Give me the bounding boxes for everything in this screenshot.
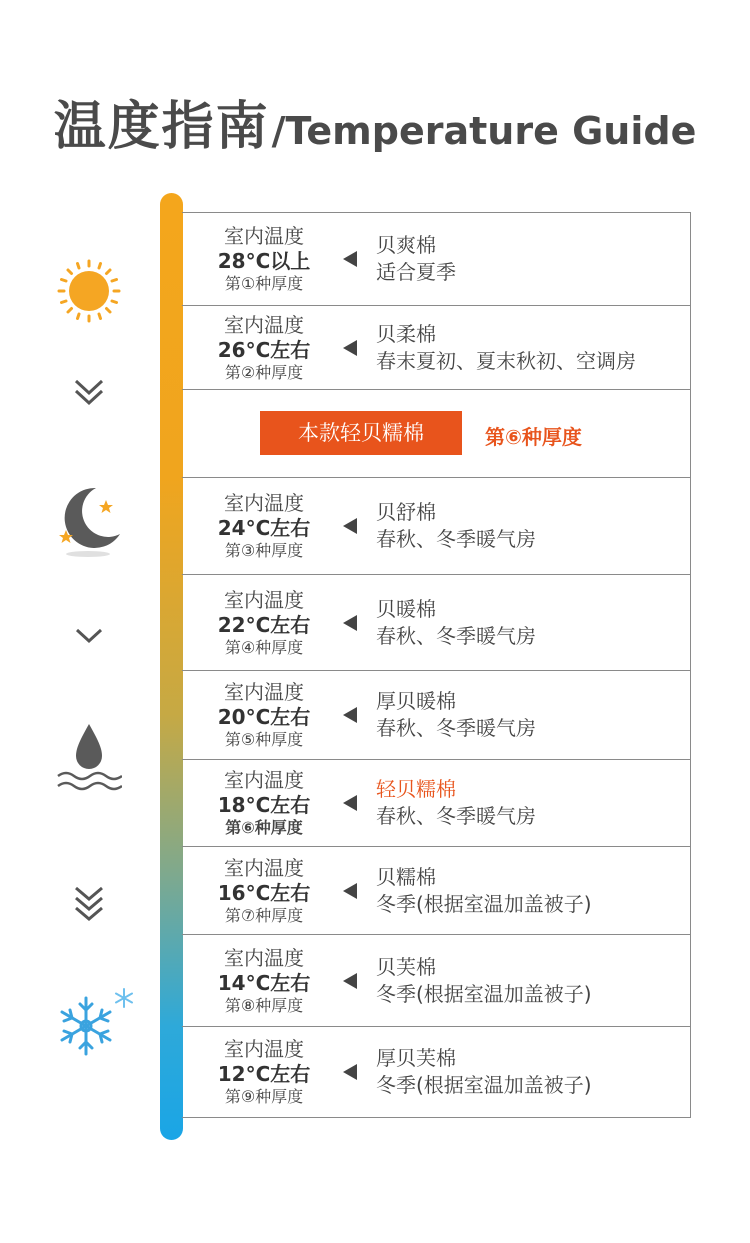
temp-value: 18°C左右 xyxy=(217,793,311,817)
thickness-level: 第⑤种厚度 xyxy=(224,730,304,749)
product-name: 贝爽棉 xyxy=(376,233,436,257)
temp-label: 室内温度 xyxy=(224,312,304,337)
temperature-cell xyxy=(182,768,346,838)
temp-value: 20°C左右 xyxy=(217,705,311,729)
temp-label: 室内温度 xyxy=(224,491,304,515)
product-cell xyxy=(376,1045,592,1099)
this-product-badge: 本款轻贝糯棉 xyxy=(260,411,462,455)
thickness-level: 第④种厚度 xyxy=(224,637,304,657)
product-cell xyxy=(376,232,456,286)
temperature-cell xyxy=(182,313,346,383)
thickness-level: 第⑧种厚度 xyxy=(224,995,304,1015)
product-usage: 春秋、冬季暖气房 xyxy=(376,716,536,740)
temperature-cell xyxy=(182,946,346,1016)
temp-value: 24°C左右 xyxy=(217,516,311,540)
moon-stars-icon xyxy=(52,482,126,562)
title-en: /Temperature Guide xyxy=(271,109,697,153)
product-usage: 春秋、冬季暖气房 xyxy=(376,527,536,551)
water-drop-icon xyxy=(56,720,122,794)
product-cell xyxy=(376,596,536,650)
feature-row xyxy=(182,389,690,477)
product-name: 贝柔棉 xyxy=(376,321,436,346)
temperature-table xyxy=(182,212,691,1118)
product-cell xyxy=(376,499,536,553)
product-name: 贝糯棉 xyxy=(376,864,436,889)
product-name: 厚贝暖棉 xyxy=(376,689,456,713)
thickness-level: 第②种厚度 xyxy=(224,362,304,382)
pointer-arrow-icon xyxy=(343,707,357,723)
temperature-gradient-bar xyxy=(160,193,183,1140)
pointer-arrow-icon xyxy=(343,883,357,899)
table-row xyxy=(182,670,690,759)
chevron-down-icon xyxy=(74,626,104,646)
temp-value: 22°C左右 xyxy=(217,612,311,637)
temperature-cell xyxy=(182,224,346,294)
temperature-cell xyxy=(182,491,346,561)
table-row xyxy=(182,1026,690,1117)
table-row xyxy=(182,574,690,670)
temp-value: 28°C以上 xyxy=(217,249,311,273)
product-cell xyxy=(376,688,536,742)
product-name: 贝芙棉 xyxy=(376,954,436,979)
table-row xyxy=(182,213,690,305)
sun-icon xyxy=(56,258,122,324)
temperature-cell xyxy=(182,1037,346,1107)
thickness-level: 第⑨种厚度 xyxy=(224,1087,304,1106)
temp-value: 14°C左右 xyxy=(217,970,311,995)
table-row xyxy=(182,759,690,846)
table-row xyxy=(182,846,690,934)
thickness-level: 第③种厚度 xyxy=(224,541,304,560)
product-usage: 冬季(根据室温加盖被子) xyxy=(376,891,592,916)
pointer-arrow-icon xyxy=(343,251,357,267)
product-usage: 春秋、冬季暖气房 xyxy=(376,804,536,828)
temperature-cell xyxy=(182,588,346,658)
product-cell xyxy=(376,776,536,830)
temp-label: 室内温度 xyxy=(224,680,304,704)
product-usage: 冬季(根据室温加盖被子) xyxy=(376,981,592,1006)
title-zh: 温度指南 xyxy=(53,97,270,157)
product-name: 轻贝糯棉 xyxy=(376,777,456,801)
pointer-arrow-icon xyxy=(343,518,357,534)
page-title xyxy=(0,84,750,159)
product-cell xyxy=(376,864,592,918)
temp-value: 26°C左右 xyxy=(217,337,311,362)
temperature-cell xyxy=(182,856,346,926)
double-chevron-down-icon xyxy=(72,884,106,926)
snowflake-icon xyxy=(54,986,138,1058)
product-usage: 春末夏初、夏末秋初、空调房 xyxy=(376,348,636,373)
product-cell xyxy=(376,321,636,375)
temp-label: 室内温度 xyxy=(224,587,304,612)
temp-value: 12°C左右 xyxy=(217,1062,311,1086)
temp-label: 室内温度 xyxy=(224,224,304,248)
temp-label: 室内温度 xyxy=(224,855,304,880)
thickness-level: 第⑦种厚度 xyxy=(224,905,304,925)
table-row xyxy=(182,477,690,574)
temp-label: 室内温度 xyxy=(224,768,304,792)
thickness-level: 第①种厚度 xyxy=(224,274,304,293)
product-name: 厚贝芙棉 xyxy=(376,1046,456,1070)
temp-label: 室内温度 xyxy=(224,1037,304,1061)
product-usage: 春秋、冬季暖气房 xyxy=(376,623,536,648)
product-usage: 适合夏季 xyxy=(376,260,456,284)
table-row xyxy=(182,934,690,1026)
product-name: 贝暖棉 xyxy=(376,596,436,621)
pointer-arrow-icon xyxy=(343,615,357,631)
product-name: 贝舒棉 xyxy=(376,500,436,524)
double-chevron-down-icon xyxy=(72,376,106,408)
product-cell xyxy=(376,954,592,1008)
table-row xyxy=(182,305,690,389)
thickness-level: 第⑥种厚度 xyxy=(225,818,303,837)
temp-label: 室内温度 xyxy=(224,945,304,970)
feature-thickness-note: 第⑥种厚度 xyxy=(485,425,582,449)
pointer-arrow-icon xyxy=(343,340,357,356)
temperature-cell xyxy=(182,680,346,750)
pointer-arrow-icon xyxy=(343,973,357,989)
temp-value: 16°C左右 xyxy=(217,880,311,905)
pointer-arrow-icon xyxy=(343,795,357,811)
pointer-arrow-icon xyxy=(343,1064,357,1080)
product-usage: 冬季(根据室温加盖被子) xyxy=(376,1073,592,1097)
